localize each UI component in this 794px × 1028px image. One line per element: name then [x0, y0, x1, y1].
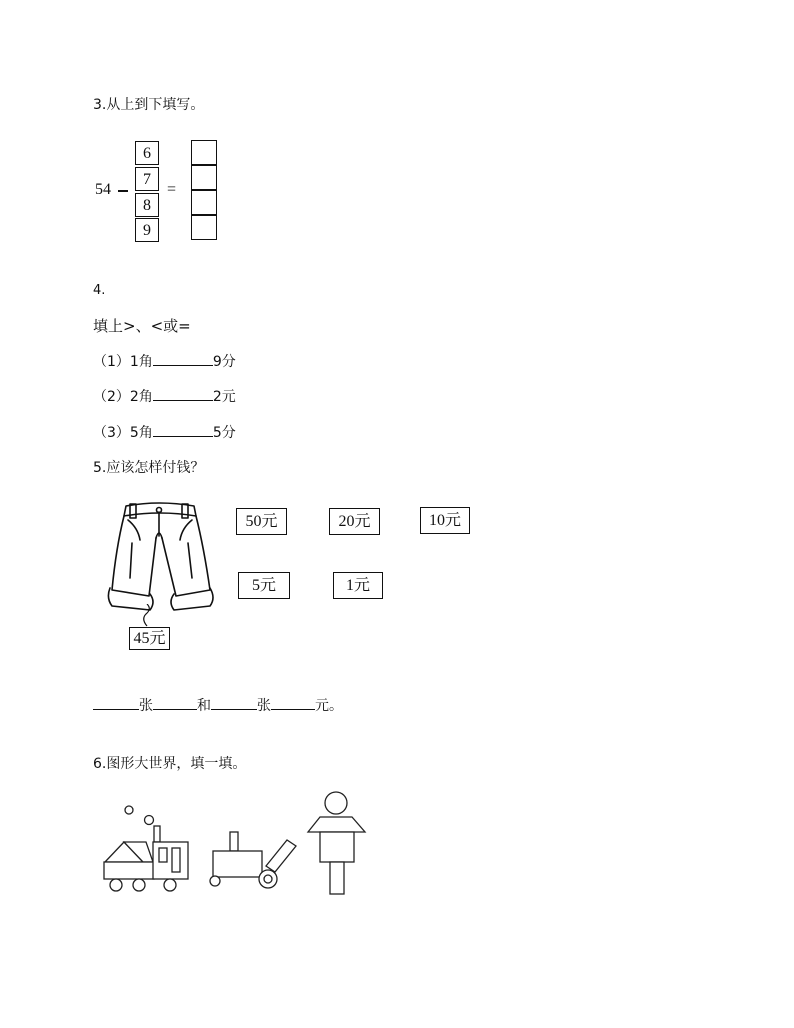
answer-blank[interactable] — [153, 388, 213, 401]
minus-sign — [118, 190, 128, 192]
answer-box-4[interactable] — [191, 215, 217, 240]
money-note-50[interactable]: 50元 — [236, 508, 287, 535]
money-note-20[interactable]: 20元 — [329, 508, 380, 535]
digit-box-2: 7 — [135, 167, 159, 191]
answer-text: 张 — [257, 698, 271, 714]
q5-answer-line — [93, 695, 343, 715]
shapes-figures — [98, 786, 388, 898]
answer-blank[interactable] — [153, 697, 197, 710]
q4-number: 4. — [93, 283, 106, 298]
q4-instruction: 填上>、<或= — [93, 317, 191, 335]
answer-blank[interactable] — [153, 353, 213, 366]
tag-string-icon — [140, 604, 154, 628]
q5-title: 5.应该怎样付钱？ — [93, 460, 205, 476]
answer-box-1[interactable] — [191, 140, 217, 165]
q6-title: 6.图形大世界，填一填。 — [93, 756, 247, 772]
q3-title: 3.从上到下填写。 — [93, 97, 205, 113]
q4-item-suffix: 2元 — [212, 389, 236, 405]
answer-box-3[interactable] — [191, 190, 217, 215]
digit-box-1: 6 — [135, 141, 159, 165]
q4-item-suffix: 9分 — [212, 354, 236, 370]
digit-box-4: 9 — [135, 218, 159, 242]
answer-text: 和 — [197, 698, 211, 714]
money-note-1[interactable]: 1元 — [333, 572, 383, 599]
train-figure — [104, 806, 188, 891]
answer-text: 元。 — [315, 698, 343, 714]
answer-text: 张 — [139, 698, 153, 714]
equals-sign: = — [167, 181, 177, 198]
money-note-5[interactable]: 5元 — [238, 572, 290, 599]
q4-item-prefix: （3）5角 — [93, 425, 153, 441]
money-note-10[interactable]: 10元 — [420, 507, 470, 534]
q4-item-prefix: （1）1角 — [93, 354, 153, 370]
q4-item-prefix: （2）2角 — [93, 389, 153, 405]
q4-item-1 — [93, 351, 236, 371]
q3-minuend: 54 — [95, 181, 111, 198]
person-figure — [308, 792, 365, 894]
answer-box-2[interactable] — [191, 165, 217, 190]
price-tag: 45元 — [129, 627, 170, 650]
q4-item-suffix: 5分 — [212, 425, 236, 441]
digit-box-3: 8 — [135, 193, 159, 217]
answer-blank[interactable] — [271, 697, 315, 710]
q4-item-3 — [93, 422, 236, 442]
q4-item-2 — [93, 386, 236, 406]
answer-blank[interactable] — [153, 424, 213, 437]
tractor-figure — [210, 832, 296, 888]
answer-blank[interactable] — [211, 697, 257, 710]
answer-blank[interactable] — [93, 697, 139, 710]
pants-illustration — [104, 498, 216, 618]
